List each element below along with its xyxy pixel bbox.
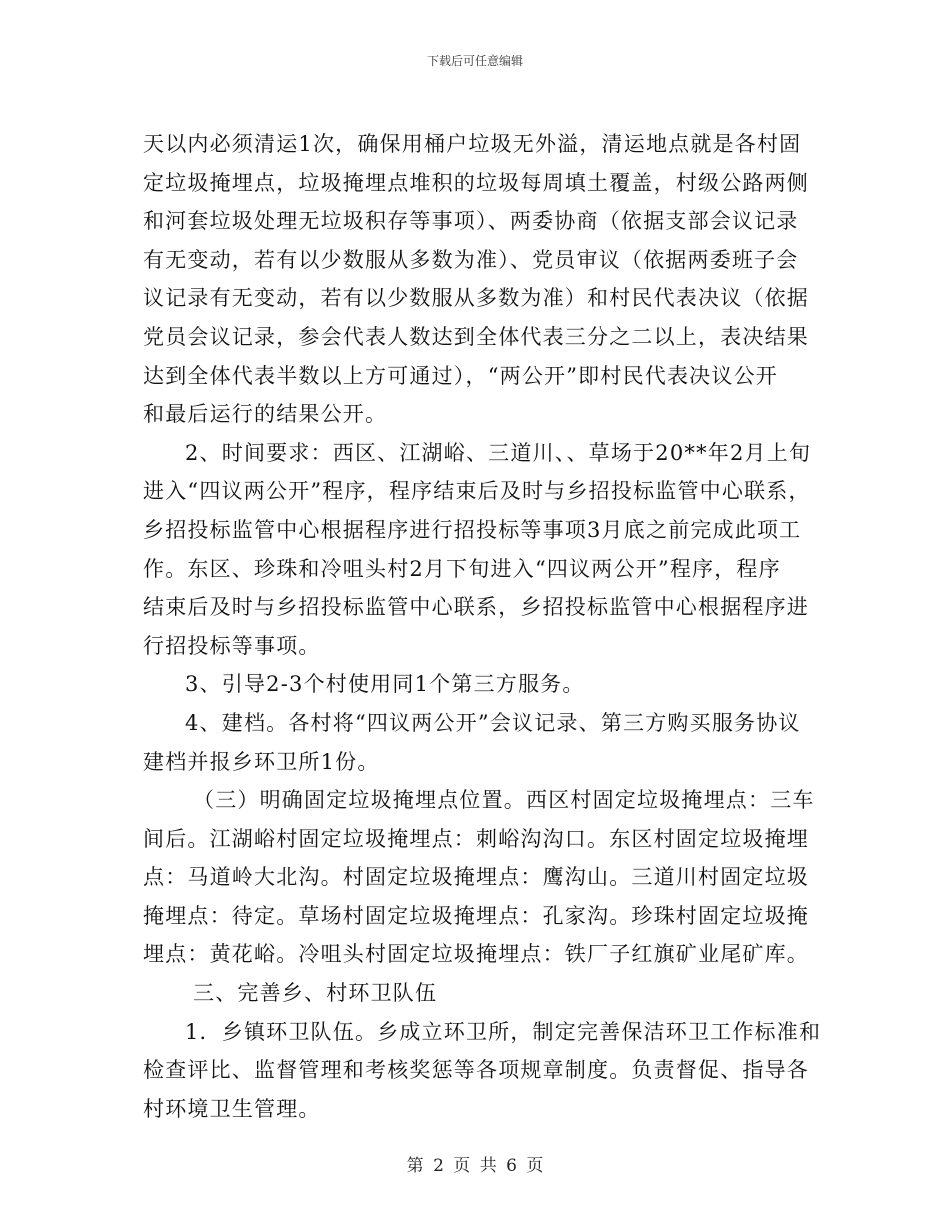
page-footer (0, 1151, 950, 1176)
body-line: 作。东区、珍珠和冷咀头村2月下旬进入“四议两公开”程序，程序 (143, 556, 781, 581)
body-line: 定垃圾掩埋点，垃圾掩埋点堆积的垃圾每周填土覆盖，村级公路两侧 (143, 170, 809, 195)
page-label-mid: 页 (453, 1156, 471, 1176)
body-line: 间后。江湖峪村固定垃圾掩埋点：刺峪沟沟口。东区村固定垃圾掩埋 (143, 826, 809, 851)
current-page-number: 2 (433, 1156, 444, 1176)
body-line: 有无变动，若有以少数服从多数为准）、党员审议（依据两委班子会 (143, 247, 799, 272)
body-line: 和最后运行的结果公开。 (143, 402, 388, 427)
section-heading: 三、完善乡、村环卫队伍 (193, 981, 438, 1006)
body-line: 行招投标等事项。 (143, 633, 321, 658)
total-label-suffix: 页 (526, 1156, 544, 1176)
body-line: 天以内必须清运1次，确保用桶户垃圾无外溢，清运地点就是各村固 (143, 132, 802, 156)
body-line: 埋点：黄花峪。冷咀头村固定垃圾掩埋点：铁厂子红旗矿业尾矿库。 (143, 942, 809, 967)
body-line: 掩埋点：待定。草场村固定垃圾掩埋点：孔家沟。珍珠村固定垃圾掩 (143, 903, 809, 928)
page-label-prefix: 第 (406, 1156, 424, 1176)
body-line: 议记录有无变动，若有以少数服从多数为准）和村民代表决议（依据 (143, 286, 809, 311)
page-header: 下载后可任意编辑 (426, 54, 523, 68)
body-line: 建档并报乡环卫所1份。 (143, 749, 380, 774)
document-body (143, 125, 822, 1128)
body-line: 达到全体代表半数以上方可通过），“两公开”即村民代表决议公开 (143, 363, 778, 388)
body-line: 点：马道岭大北沟。村固定垃圾掩埋点：鹰沟山。三道川村固定垃圾 (143, 865, 809, 890)
body-line: 村环境卫生管理。 (143, 1096, 321, 1121)
total-label-prefix: 共 (479, 1156, 497, 1176)
body-line: 党员会议记录，参会代表人数达到全体代表三分之二以上，表决结果 (143, 324, 809, 349)
body-line: 乡招投标监管中心根据程序进行招投标等事项3月底之前完成此项工 (143, 517, 802, 542)
body-line: 结束后及时与乡招投标监管中心联系，乡招投标监管中心根据程序进 (143, 595, 809, 620)
body-line: 和河套垃圾处理无垃圾积存等事项）、两委协商（依据支部会议记录 (143, 209, 799, 234)
paragraph-start-line: 1．乡镇环卫队伍。乡成立环卫所，制定完善保洁环卫工作标准和 (185, 1019, 822, 1044)
paragraph-start-line: 3、引导2-3个村使用同1个第三方服务。 (185, 672, 585, 697)
body-line: 检查评比、监督管理和考核奖惩等各项规章制度。负责督促、指导各 (143, 1058, 809, 1083)
paragraph-start-line: 4、建档。各村将“四议两公开”会议记录、第三方购买服务协议 (185, 710, 801, 735)
section-heading-line: （三）明确固定垃圾掩埋点位置。西区村固定垃圾掩埋点：三车 (193, 788, 815, 813)
body-line: 进入“四议两公开”程序，程序结束后及时与乡招投标监管中心联系， (143, 479, 811, 504)
paragraph-start-line: 2、时间要求：西区、江湖峪、三道川、、草场于20**年2月上旬 (185, 440, 812, 465)
total-page-count: 6 (506, 1156, 517, 1176)
